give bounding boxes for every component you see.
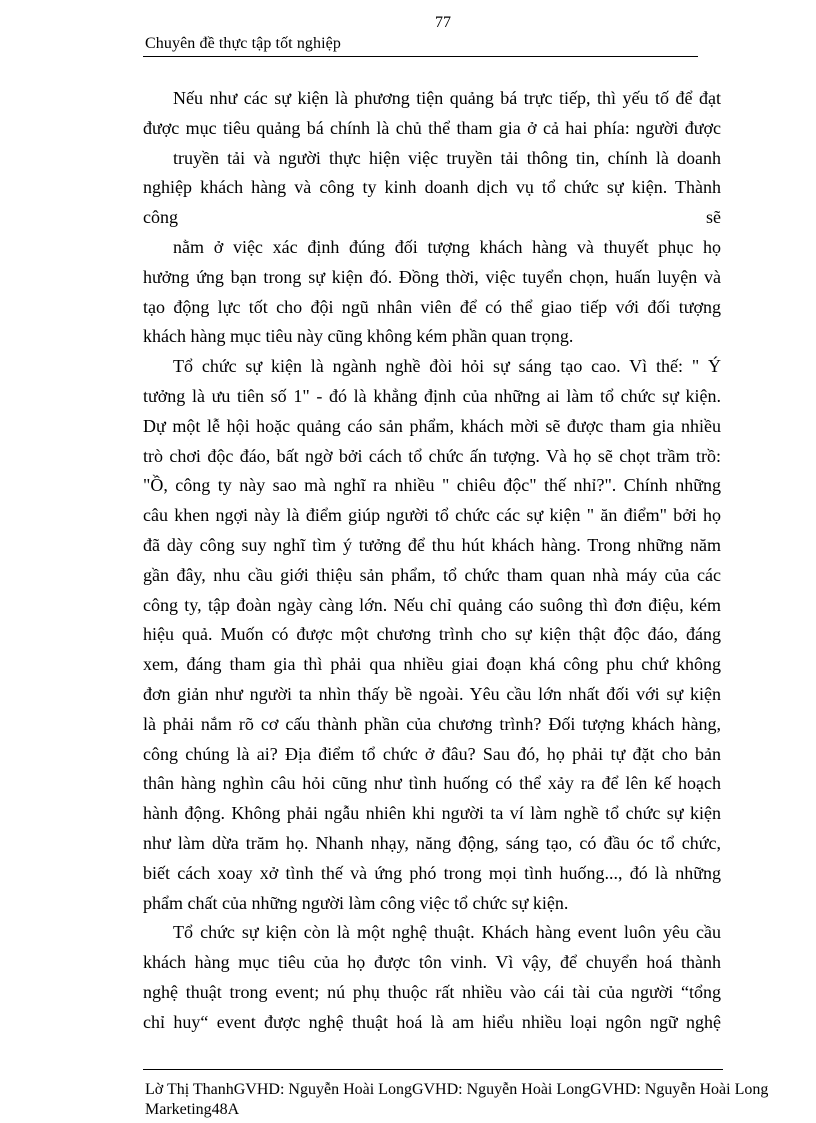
text-line: nghệ thuật trong event; nú phụ thuộc rất nhiều vào cái tài của người “tổng bbox=[143, 981, 721, 1002]
text-line: câu khen ngợi này là điểm giúp người tổ chức các sự kiện " ăn điểm" bởi họ bbox=[143, 505, 721, 526]
text-line: "Ồ, công ty này sao mà nghĩ ra nhiều " chiêu độc" thế nhỉ?". Chính những bbox=[143, 475, 721, 496]
header-title: Chuyên đề thực tập tốt nghiệp bbox=[145, 35, 341, 52]
text-line: hưởng ứng bạn trong sự kiện đó. Đồng thời, việc tuyển chọn, huấn luyện và bbox=[143, 266, 721, 287]
text-line: Tổ chức sự kiện là ngành nghề đòi hỏi sự sáng tạo cao. Vì thế: " Ý bbox=[173, 356, 721, 377]
text-line: phẩm chất của những người làm công việc tổ chức sự kiện. bbox=[143, 892, 569, 913]
text-line: nằm ở việc xác định đúng đối tượng khách hàng và thuyết phục họ bbox=[173, 236, 721, 257]
footer-divider bbox=[143, 1069, 723, 1070]
footer-author-line: Lờ Thị ThanhGVHD: Nguyễn Hoài LongGVHD: Nguyễn Hoài LongGVHD: Nguyễn Hoài Long bbox=[145, 1081, 769, 1098]
text-line: chỉ huy“ event được nghệ thuật hoá là am hiểu nhiều loại ngôn ngữ nghệ bbox=[143, 1011, 721, 1032]
text-line: hiệu quả. Muốn có được một chương trình cho sự kiện thật độc đáo, đáng bbox=[143, 624, 721, 645]
text-line: đơn giản như người ta nhìn thấy bề ngoài. Yêu cầu lớn nhất đối với sự kiện bbox=[143, 683, 721, 704]
footer-class-line: Marketing48A bbox=[145, 1101, 240, 1118]
text-line: là phải nắm rõ cơ cấu thành phần của chương trình? Đối tượng khách hàng, bbox=[143, 713, 721, 734]
text-line: biết cách xoay xở tình thế và ứng phó trong mọi tình huống..., đó là những bbox=[143, 862, 721, 883]
text-line: truyền tải và người thực hiện việc truyền tải thông tin, chính là doanh bbox=[173, 147, 721, 168]
text-line: được mục tiêu quảng bá chính là chủ thể tham gia ở cả hai phía: người được bbox=[143, 117, 721, 138]
text-line: công chúng là ai? Địa điểm tổ chức ở đâu? Sau đó, họ phải tự đặt cho bản bbox=[143, 743, 721, 764]
text-line: công sẽ bbox=[143, 207, 721, 228]
text-line: trò chơi độc đáo, bất ngờ bởi cách tổ chức ấn tượng. Và họ sẽ chọt trầm trồ: bbox=[143, 445, 721, 466]
text-line: tưởng là ưu tiên số 1" - đó là khẳng định của những ai làm tổ chức sự kiện. bbox=[143, 385, 721, 406]
text-line: hành động. Không phải ngẫu nhiên khi người ta ví làm nghề tổ chức sự kiện bbox=[143, 803, 721, 824]
text-line: Nếu như các sự kiện là phương tiện quảng bá trực tiếp, thì yếu tố để đạt bbox=[173, 88, 721, 108]
text-line: công ty, tập đoàn ngày càng lớn. Nếu chỉ quảng cáo suông thì đơn điệu, kém bbox=[143, 594, 721, 615]
header-divider bbox=[143, 56, 698, 57]
text-line: gần đây, nhu cầu giới thiệu sản phẩm, tổ chức tham quan nhà máy của các bbox=[143, 564, 721, 585]
text-line: xem, đáng tham gia thì phải qua nhiều giai đoạn khá công phu chứ không bbox=[143, 654, 721, 675]
text-line: như làm dừa trăm họ. Nhanh nhạy, năng động, sáng tạo, có đầu óc tổ chức, bbox=[143, 832, 721, 853]
text-line: Tổ chức sự kiện còn là một nghệ thuật. Khách hàng event luôn yêu cầu bbox=[173, 922, 721, 943]
text-line: khách hàng mục tiêu của họ được tôn vinh. Vì vậy, để chuyển hoá thành bbox=[143, 952, 721, 973]
text-line: đã dày công suy nghĩ tìm ý tưởng để thu hút khách hàng. Trong những năm bbox=[143, 534, 721, 555]
page-number: 77 bbox=[435, 14, 451, 31]
document-body bbox=[143, 84, 721, 1038]
text-line: tạo động lực tốt cho đội ngũ nhân viên để có thể giao tiếp với đối tượng bbox=[143, 296, 721, 317]
text-line: Dự một lễ hội hoặc quảng cáo sản phẩm, khách mời sẽ được tham gia nhiều bbox=[143, 415, 721, 436]
text-line: thân hàng nghìn câu hỏi cũng như tình huống có thể xảy ra để lên kế hoạch bbox=[143, 773, 721, 794]
text-line: nghiệp khách hàng và công ty kinh doanh dịch vụ tổ chức sự kiện. Thành bbox=[143, 177, 721, 198]
text-line: khách hàng mục tiêu này cũng không kém phần quan trọng. bbox=[143, 326, 574, 347]
